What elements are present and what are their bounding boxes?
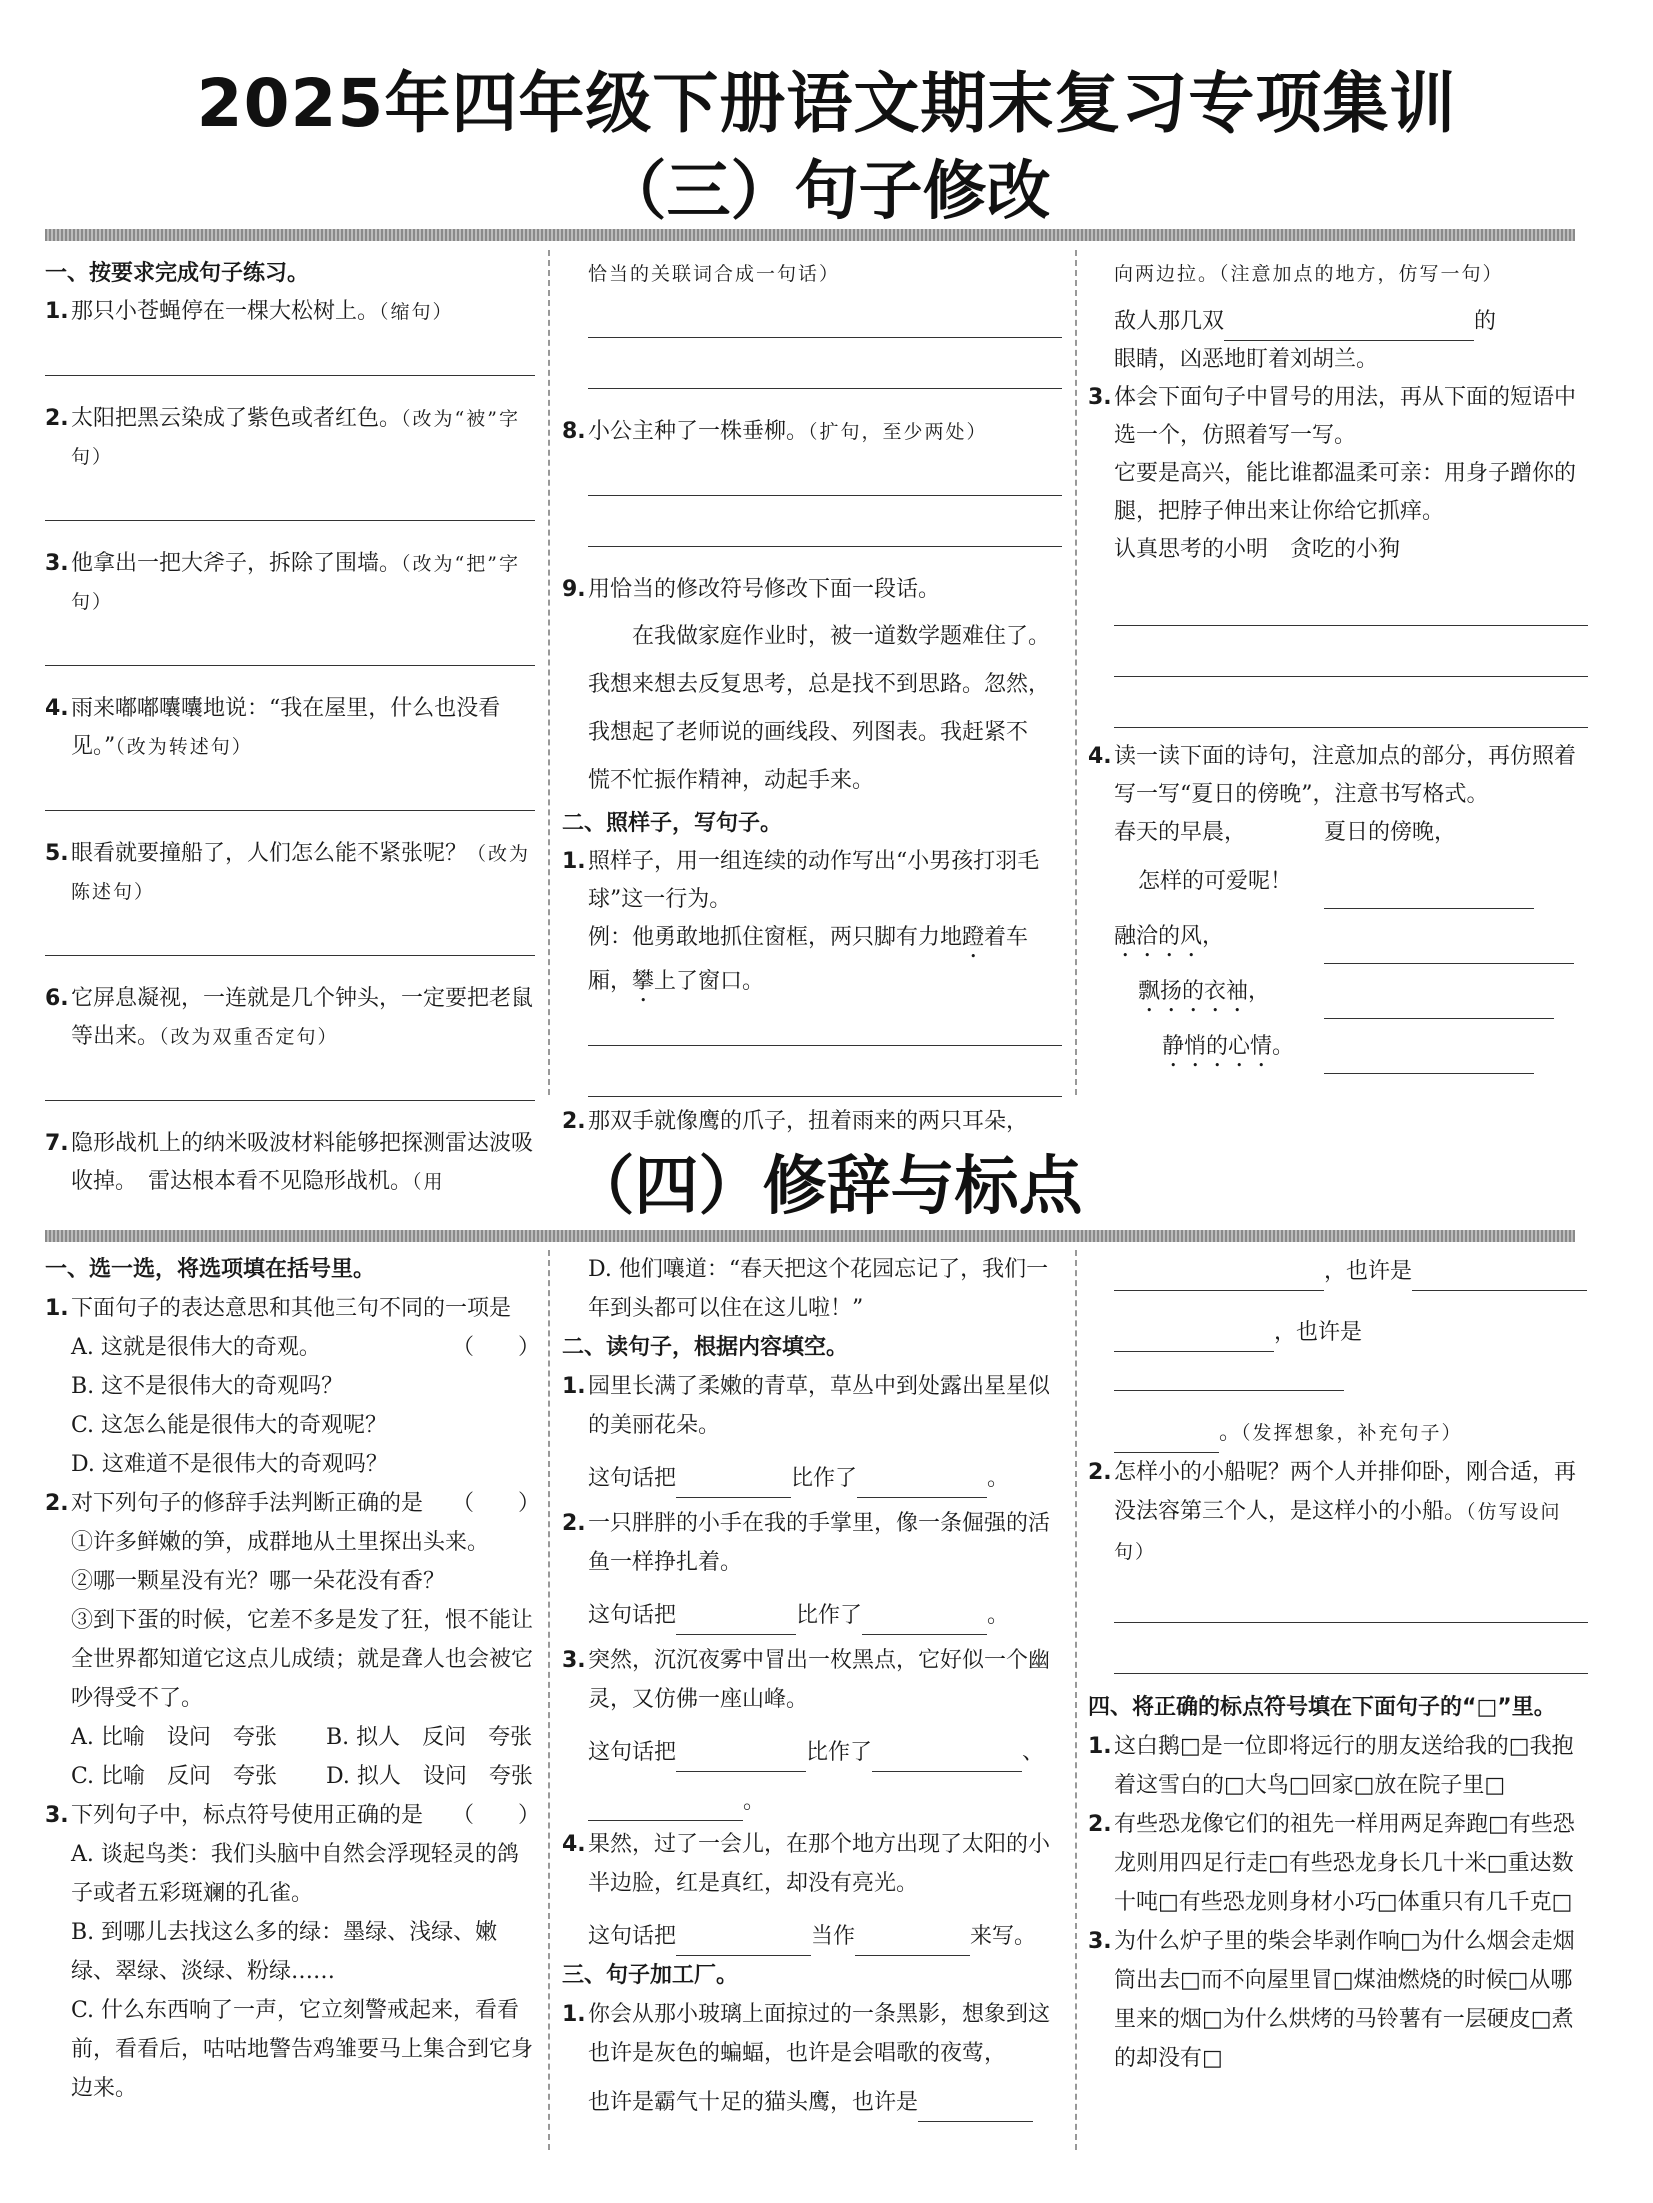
poem-line: 静悄的心情。 [1088,1019,1588,1074]
choice-question-2: 2. 对下列句子的修辞手法判断正确的是 （ ） [45,1484,540,1523]
option: C. 什么东西响了一声，它立刻警戒起来，看看前，看看后，咕咕地警告鸡雏要马上集合到它身边来。 [71,1998,534,2101]
part4-column-1 [45,1250,540,2108]
option: B. 到哪儿去找这么多的绿：墨绿、浅绿、嫩绿、翠绿、淡绿、粉绿…… [71,1920,498,1984]
answer-line[interactable] [588,362,1062,389]
fill-blank[interactable] [1114,1364,1344,1391]
fill-blank[interactable] [676,1608,796,1635]
section-title-sentence-revision: （三）句子修改 [602,155,1051,229]
fill-in-row: 。（发挥想象，补充句子） [1088,1413,1588,1453]
part3-column-1 [45,255,535,1201]
answer-parentheses[interactable]: （ ） [451,1491,540,1516]
option: B. 这不是很伟大的奇观吗？ [71,1374,344,1399]
fill-in-row: ，也许是 [1088,1252,1588,1291]
fill-blank[interactable] [588,1794,743,1821]
answer-line[interactable] [1114,1647,1588,1674]
part3-column-2 [562,255,1062,1141]
fill-in-row: 这句话把 比作了 。 [562,1596,1062,1635]
fill-blank[interactable] [862,1608,987,1635]
answer-line[interactable] [45,639,535,666]
answer-line[interactable] [45,784,535,811]
fill-blank[interactable] [1224,314,1474,341]
question-9: 9. 用恰当的修改符号修改下面一段话。 [562,577,941,602]
section-title-rhetoric-punctuation: （四）修辞与标点 [570,1150,1083,1224]
sentence-item: ②哪一颗星没有光？哪一朵花没有香？ [71,1569,446,1594]
question-3: 3. 他拿出一把大斧子，拆除了围墙。（改为“把”字句） [45,551,520,613]
fill-blank[interactable] [1412,1264,1587,1291]
part3-column-3 [1088,255,1588,1074]
section-heading: 一、选一选，将选项填在括号里。 [45,1257,376,1282]
passage-line: 我想起了老师说的画线段、列图表。我赶紧不 [588,720,1029,745]
passage-line: 我想来想去反复思考，总是找不到思路。忽然， [588,672,1051,697]
question-7: 7. 隐形战机上的纳米吸波材料能够把探测雷达波吸收掉。 雷达根本看不见隐形战机。（用 [45,1131,534,1194]
option: D. 他们嚷道：“春天把这个花园忘记了，我们一年到头都可以住在这儿啦！” [588,1257,1049,1321]
fill-blank[interactable] [1324,1047,1534,1074]
fill-blank[interactable] [918,2095,1033,2122]
poem-line: 融洽的风， [1088,909,1588,964]
imitation-question-3: 3. 体会下面句子中冒号的用法，再从下面的短语中选一个，仿照着写一写。 [1088,385,1577,448]
answer-parentheses[interactable]: （ ） [451,1335,540,1360]
answer-line[interactable] [588,469,1062,496]
answer-line[interactable] [45,494,535,521]
fill-blank[interactable] [1324,937,1574,964]
fill-blank[interactable] [1324,882,1534,909]
option: A. 这就是很伟大的奇观。 [71,1335,321,1360]
processing-question-1: 1. 你会从那小玻璃上面掠过的一条黑影，想象到这也许是灰色的蝙蝠，也许是会唱歌的夜莺， [562,2002,1051,2066]
fill-blank[interactable] [855,1929,970,1956]
part4-column-3 [1088,1250,1588,2078]
decorative-divider [45,1230,1575,1242]
option: C. 这怎么能是很伟大的奇观呢？ [71,1413,388,1438]
fill-blank[interactable] [676,1745,806,1772]
answer-line[interactable] [588,1070,1062,1097]
fill-in-row: 也许是霸气十足的猫头鹰，也许是 [562,2083,1062,2122]
poem-line: 飘扬的衣袖， [1088,964,1588,1019]
option-row: A. 比喻 设问 夸张 B. 拟人 反问 夸张 [71,1725,533,1750]
option-row: C. 比喻 反问 夸张 D. 拟人 设问 夸张 [71,1764,533,1789]
fill-blank[interactable] [1114,1264,1324,1291]
column-divider [1075,1250,1077,2150]
punctuation-question-1: 1. 这白鹅□是一位即将远行的朋友送给我的□我抱着这雪白的□大鸟□回家□放在院子里□ [1088,1734,1574,1798]
question-1: 1. 那只小苍蝇停在一棵大松树上。（缩句） [45,299,454,324]
worksheet-title: 2025年四年级下册语文期末复习专项集训 [196,65,1457,142]
answer-line[interactable] [45,929,535,956]
question-7-continued: 恰当的关联词合成一句话） [588,263,841,285]
punctuation-question-3: 3. 为什么炉子里的柴会毕剥作响□为什么烟会走烟筒出去□而不向屋里冒□煤油燃烧的时候□从哪里来的烟□为什么烘烤的马铃薯有一层硬皮□煮的却没有□ [1088,1929,1575,2071]
imitation-question-1: 1. 照样子，用一组连续的动作写出“小男孩打羽毛球”这一行为。 [562,849,1040,912]
question-8: 8. 小公主种了一株垂柳。（扩句，至少两处） [562,419,988,444]
answer-line[interactable] [1114,701,1588,728]
fill-in-row: 。 [562,1782,1062,1821]
fill-blank[interactable] [857,1471,987,1498]
answer-line[interactable] [45,349,535,376]
section-heading: 二、照样子，写句子。 [562,811,783,836]
fill-in-row: 这句话把 比作了 。 [562,1459,1062,1498]
answer-line[interactable] [1114,1596,1588,1623]
question-continued: 向两边拉。（注意加点的地方，仿写一句） [1114,263,1504,285]
part4-column-2 [562,1250,1062,2122]
fill-question-3: 3. 突然，沉沉夜雾中冒出一枚黑点，它好似一个幽灵，又仿佛一座山峰。 [562,1648,1051,1712]
column-divider [548,250,550,1095]
fill-blank[interactable] [676,1929,811,1956]
fill-blank[interactable] [676,1471,791,1498]
choice-question-3: 3. 下列句子中，标点符号使用正确的是 （ ） [45,1796,540,1835]
phrase-options: 认真思考的小明 贪吃的小狗 [1114,537,1401,562]
poem-line: 怎样的可爱呢！ [1088,854,1588,909]
imitation-question-4: 4. 读一读下面的诗句，注意加点的部分，再仿照着写一写“夏日的傍晚”，注意书写格式。 [1088,744,1577,807]
answer-line[interactable] [1114,599,1588,626]
passage-line: 慌不忙振作精神，动起手来。 [588,768,875,793]
fill-question-4: 4. 果然，过了一会儿，在那个地方出现了太阳的小半边脸，红是真红，却没有亮光。 [562,1832,1051,1896]
answer-line[interactable] [1114,650,1588,677]
column-divider [548,1250,550,2150]
question-5: 5. 眼看就要撞船了，人们怎么能不紧张呢？（改为陈述句） [45,841,531,903]
answer-line[interactable] [588,311,1062,338]
question-2: 2. 太阳把黑云染成了紫色或者红色。（改为“被”字句） [45,406,520,468]
processing-question-2: 2. 怎样小的小船呢？两个人并排仰卧，刚合适，再没法容第三个人，是这样小的小船。（仿写设问句） [1088,1460,1577,1563]
answer-parentheses[interactable]: （ ） [451,1803,540,1828]
section-heading: 二、读句子，根据内容填空。 [562,1335,849,1360]
fill-in-sentence: 眼睛，凶恶地盯着刘胡兰。 [1114,347,1379,372]
fill-in-row: 这句话把 比作了 、 [562,1733,1062,1772]
fill-in-sentence: 敌人那几双 的 [1088,303,1588,341]
example-sentence: 例：他勇敢地抓住窗框，两只脚有力地蹬着车厢，攀上了窗口。 [588,925,1029,994]
section-heading: 四、将正确的标点符号填在下面句子的“□”里。 [1088,1695,1556,1720]
answer-line[interactable] [45,1074,535,1101]
fill-blank[interactable] [1324,992,1554,1019]
poem-heading-row: 春天的早晨， 夏日的傍晚， [1114,820,1457,845]
option: D. 这难道不是很伟大的奇观吗？ [71,1452,388,1477]
choice-question-1: 1. 下面句子的表达意思和其他三句不同的一项是 （ ） [45,1289,540,1328]
fill-question-1: 1. 园里长满了柔嫩的青草，草丛中到处露出星星似的美丽花朵。 [562,1374,1051,1438]
fill-blank[interactable] [872,1745,1022,1772]
punctuation-question-2: 2. 有些恐龙像它们的祖先一样用两足奔跑□有些恐龙则用四足行走□有些恐龙身长几十米□重达数十吨□有些恐龙则身材小巧□体重只有几千克□ [1088,1812,1575,1915]
option: A. 谈起鸟类：我们头脑中自然会浮现轻灵的鸽子或者五彩斑斓的孔雀。 [71,1842,519,1906]
fill-blank[interactable] [1114,1426,1219,1453]
fill-question-2: 2. 一只胖胖的小手在我的手掌里，像一条倔强的活鱼一样挣扎着。 [562,1511,1051,1575]
sentence-item: ①许多鲜嫩的笋，成群地从土里探出头来。 [71,1530,490,1555]
section-heading: 一、按要求完成句子练习。 [45,261,310,286]
column-divider [1075,250,1077,1095]
answer-line[interactable] [588,520,1062,547]
sentence-item: ③到下蛋的时候，它差不多是发了狂，恨不能让全世界都知道它这点儿成绩；就是聋人也会被它吵得受不了。 [71,1608,534,1711]
fill-in-row: 这句话把 当作 来写。 [562,1917,1062,1956]
question-4: 4. 雨来嘟嘟囔囔地说：“我在屋里，什么也没看见。”（改为转述句） [45,696,501,759]
fill-in-row: ，也许是 [1088,1313,1588,1391]
fill-blank[interactable] [1114,1325,1274,1352]
passage-line: 在我做家庭作业时，被一道数学题难住了。 [632,624,1051,649]
answer-line[interactable] [588,1019,1062,1046]
example-sentence: 它要是高兴，能比谁都温柔可亲：用身子蹭你的腿，把脖子伸出来让你给它抓痒。 [1114,461,1577,524]
section-heading: 三、句子加工厂。 [562,1963,739,1988]
question-6: 6. 它屏息凝视，一连就是几个钟头，一定要把老鼠等出来。（改为双重否定句） [45,986,534,1049]
imitation-question-2: 2. 那双手就像鹰的爪子，扭着雨来的两只耳朵， [562,1109,1029,1134]
decorative-divider [45,229,1575,241]
